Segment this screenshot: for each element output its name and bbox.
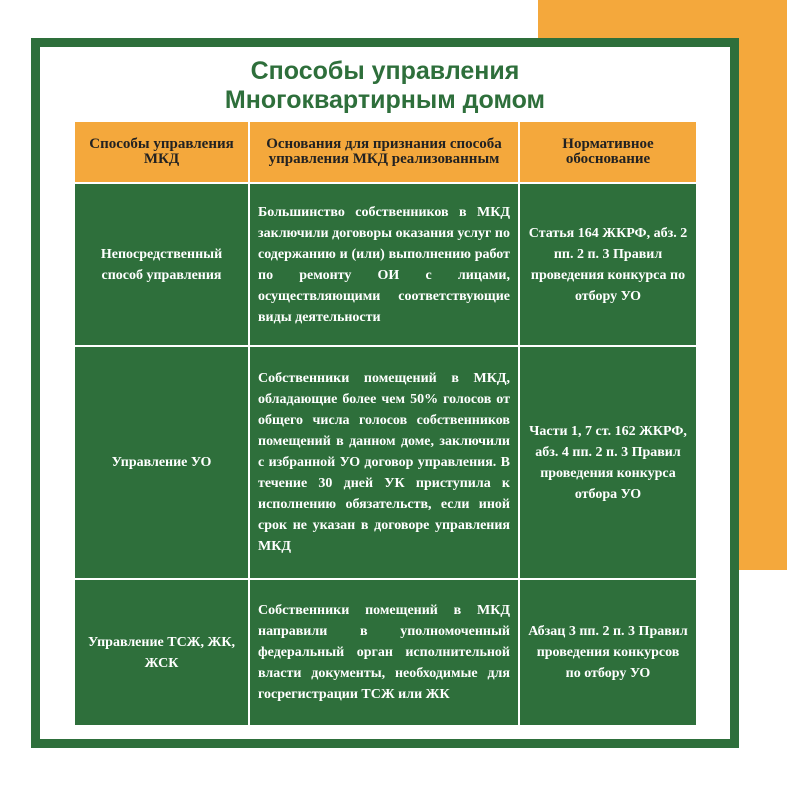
- cell-method: Непосредственный способ управления: [74, 183, 249, 346]
- table-row: [74, 183, 697, 346]
- info-card: [31, 38, 739, 748]
- cell-condition: Большинство собственников в МКД заключили договоры оказания услуг по содержанию и (или) выполнению работ по ремонту ОИ с лицами, осуществляющими соответствующие виды деятельности: [249, 183, 519, 346]
- title-line-1: Способы управления: [250, 57, 520, 85]
- cell-condition: Собственники помещений в МКД, обладающие более чем 50% голосов от общего числа голосов собственников помещений в данном доме, заключили с избранной УО договор управления. В течение 30 дней УК приступила к исполнению обязательств, если иной срок не указан в договоре управления МКД: [249, 346, 519, 579]
- table-header-row: [74, 121, 697, 183]
- table-row: [74, 579, 697, 726]
- header-basis: Нормативное обоснование: [519, 121, 697, 183]
- cell-basis: Статья 164 ЖКРФ, абз. 2 пп. 2 п. 3 Правил проведения конкурса по отбору УО: [519, 183, 697, 346]
- header-method: Способы управления МКД: [74, 121, 249, 183]
- cell-condition: Собственники помещений в МКД направили в уполномоченный федеральный орган исполнительной власти документы, необходимые для госрегистрации ТСЖ или ЖК: [249, 579, 519, 726]
- management-methods-table: [73, 120, 698, 727]
- cell-method: Управление ТСЖ, ЖК, ЖСК: [74, 579, 249, 726]
- table-row: [74, 346, 697, 579]
- header-condition: Основания для признания способа управления МКД реализованным: [249, 121, 519, 183]
- cell-basis: Части 1, 7 ст. 162 ЖКРФ, абз. 4 пп. 2 п. 3 Правил проведения конкурса отбора УО: [519, 346, 697, 579]
- card-title: [40, 57, 730, 115]
- cell-method: Управление УО: [74, 346, 249, 579]
- title-line-2: Многоквартирным домом: [224, 86, 546, 114]
- cell-basis: Абзац 3 пп. 2 п. 3 Правил проведения конкурсов по отбору УО: [519, 579, 697, 726]
